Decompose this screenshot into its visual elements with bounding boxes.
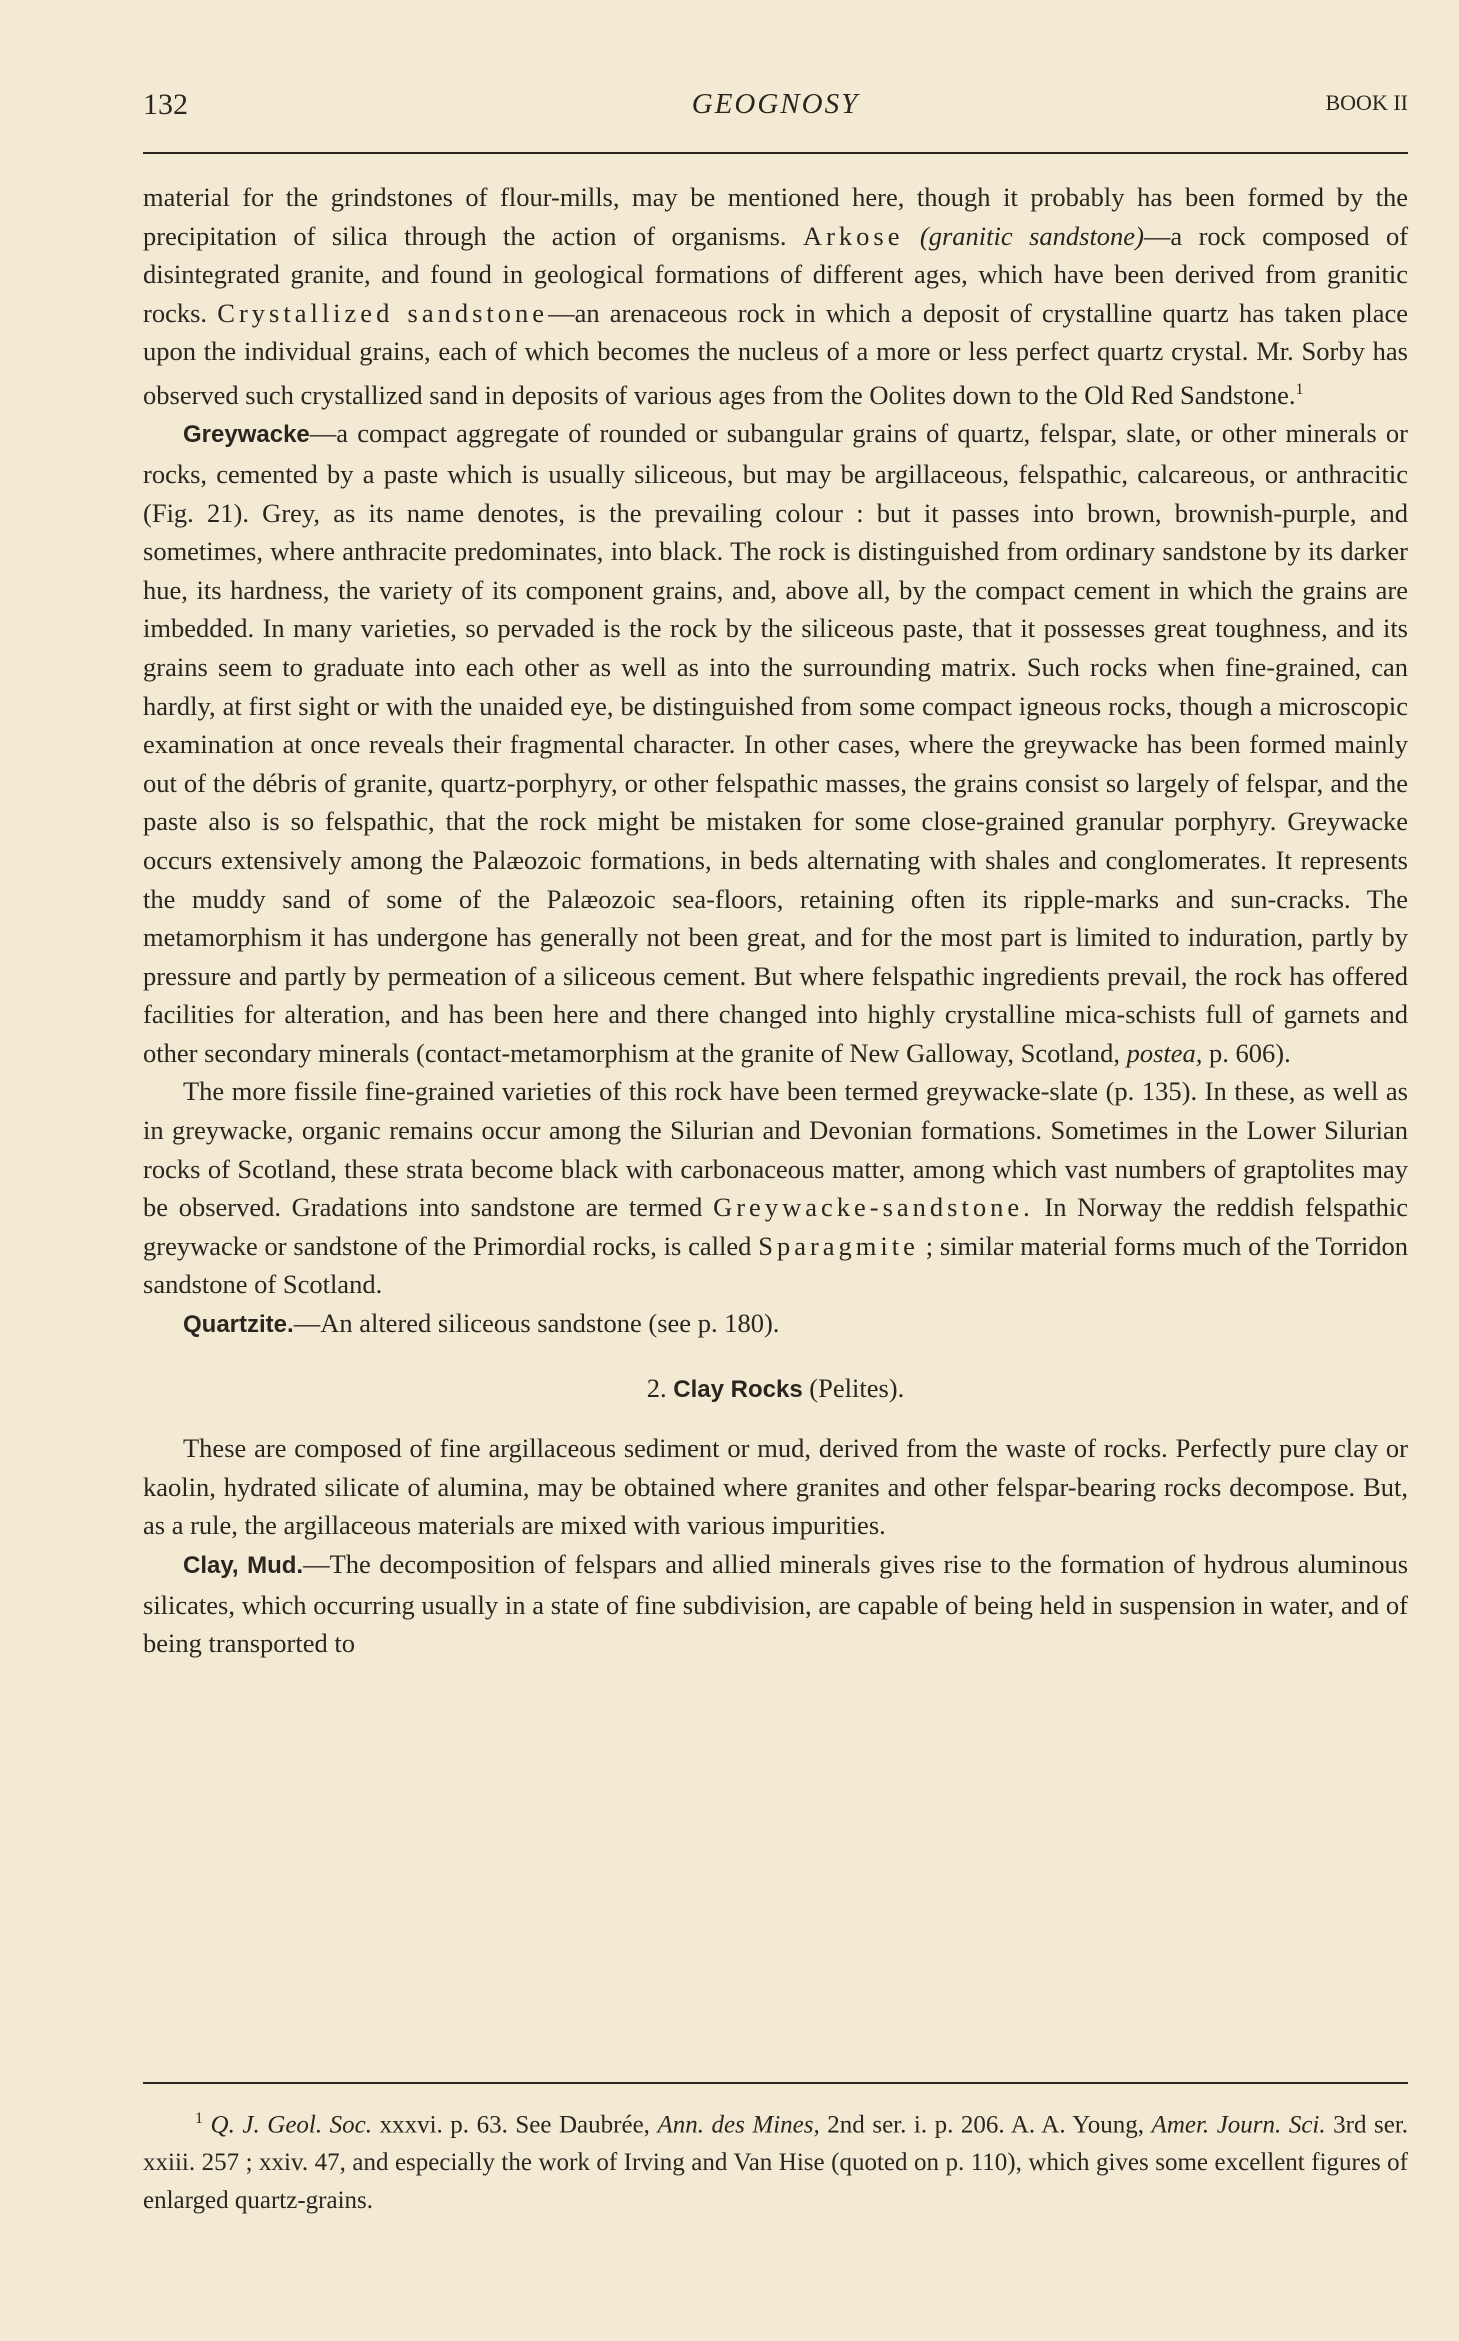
text-run: —An altered siliceous sandstone (see p. 180). — [293, 1308, 780, 1339]
text-run: xxxvi. p. 63. See Daubrée, — [379, 2111, 650, 2139]
text-run: 2nd ser. i. p. 206. A. A. Young, — [827, 2111, 1144, 2139]
section-subtitle: (Pelites). — [809, 1372, 905, 1403]
book-label: BOOK II — [1325, 90, 1408, 115]
section-number: 2. — [646, 1372, 667, 1403]
text-run: —an arenaceous rock in which a deposit of crystalline quartz has taken place upon the individual grains, each of which becomes the nucleus of a more or less perfect quartz crystal. Mr. Sorby has observed such crystallized sand in deposits of various ages from the Oolites down to the Old Red Sandstone. — [143, 297, 1409, 410]
citation-journal: Q. J. Geol. Soc. — [210, 2111, 373, 2139]
text-run: ; similar material forms much of the Torridon sandstone of Scotland. — [143, 1230, 1409, 1300]
term-greywacke-sandstone: Greywacke-sandstone. — [713, 1192, 1034, 1223]
section-title: Clay Rocks — [673, 1375, 803, 1403]
text-run: —a compact aggregate of rounded or subangular grains of quartz, felspar, slate, or other minerals or rocks, cemented by a paste which is usually siliceous, but may be argillaceous, felspathic, calcareous, or anthracitic (Fig. 21). Grey, as its name denotes, is the prevailing colour : but it passes into brown, brownish-purple, and sometimes, where anthracite predominates, into black. The rock is distinguished from ordinary sandstone by its darker hue, its hardness, the variety of its component grains, and, above all, by the compact cement in which the grains are imbedded. In many varieties, so pervaded is the rock by the siliceous paste, that it possesses great toughness, and its grains seem to graduate into each other as well as into the surrounding matrix. Such rocks when fine-grained, can hardly, at first sight or with the unaided eye, be distinguished from some compact igneous rocks, though a microscopic examination at once reveals their fragmental character. In other cases, where the greywacke has been formed mainly out of the débris of granite, quartz-porphyry, or other felspathic masses, the grains consist so largely of felspar, and the paste also is so felspathic, that the rock might be mistaken for some close-grained granular porphyry. Greywacke occurs extensively among the Palæozoic formations, in beds alternating with shales and conglomerates. It represents the muddy sand of some of the Palæozoic sea-floors, retaining often its ripple-marks and sun-cracks. The metamorphism it has undergone has generally not been great, and for the most part is limited to induration, partly by pressure and partly by permeation of a siliceous cement. But where felspathic ingredients prevail, the rock has offered facilities for alteration, and has been here and there changed into highly crystalline mica-schists full of garnets and other secondary minerals (contact-metamorphism at the granite of New Galloway, Scotland, — [143, 418, 1408, 1068]
term-greywacke: Greywacke — [183, 421, 310, 449]
text-run: The more fissile fine-grained varieties of this rock have been termed greywacke-slate (p. 135). In these, as well as in greywacke, organic remains occur among the Silurian and Devonian formations. Sometimes in the Lower Silurian rocks of Scotland, these strata become black with carbonaceous matter, among which vast numbers of graptolites may be observed. Gradations into sandstone are termed — [143, 1076, 1408, 1223]
page-number: 132 — [143, 88, 188, 121]
footnote-rule — [143, 2082, 1408, 2084]
term-crystallized-sandstone: Crystallized sandstone — [217, 297, 549, 328]
text-run: p. 606). — [1209, 1037, 1291, 1068]
footnote-ref[interactable]: 1 — [1295, 380, 1304, 398]
term-arkose: Arkose — [802, 220, 904, 251]
footnote-number: 1 — [195, 2110, 203, 2127]
paragraph — [143, 414, 1408, 1072]
paragraph — [143, 178, 1408, 414]
citation-journal: Amer. Journ. Sci. — [1151, 2111, 1326, 2139]
footnote — [143, 2100, 1408, 2220]
italic-ref: postea, — [1126, 1037, 1203, 1068]
citation-journal: Ann. des Mines, — [657, 2111, 820, 2139]
page-header — [143, 88, 1408, 138]
text-run: These are composed of fine argillaceous sediment or mud, derived from the waste of rocks. Perfectly pure clay or kaolin, hydrated silicate of alumina, may be obtained where granites and other felspar-bearing rocks decompose. But, as a rule, the argillaceous materials are mixed with various impurities. — [143, 1433, 1408, 1541]
term-quartzite: Quartzite. — [183, 1311, 294, 1339]
term-alt: (granitic sandstone) — [919, 220, 1144, 251]
section-heading — [143, 1369, 1408, 1410]
paragraph — [143, 1545, 1408, 1663]
term-sparagmite: Sparagmite — [758, 1230, 919, 1261]
text-run: material for the grindstones of flour-mills, may be mentioned here, though it probably has been formed by the precipitation of silica through the action of organisms. — [143, 182, 1408, 251]
body-text — [143, 178, 1408, 1663]
text-run: 3rd ser. xxiii. 257 ; xxiv. 47, and especially the work of Irving and Van Hise (quoted on p. 110), which gives some excellent figures of enlarged quartz-grains. — [143, 2111, 1409, 2215]
term-clay-mud: Clay, Mud. — [183, 1552, 304, 1580]
text-run: —The decomposition of felspars and allied minerals gives rise to the formation of hydrous aluminous silicates, which occurring usually in a state of fine subdivision, are capable of being held in suspension in water, and of being transported to — [143, 1549, 1409, 1659]
paragraph — [143, 1429, 1408, 1545]
running-title: GEOGNOSY — [691, 88, 860, 120]
paragraph — [143, 1304, 1408, 1345]
text-run: In Norway the reddish felspathic greywacke or sandstone of the Primordial rocks, is called — [143, 1192, 1409, 1261]
paragraph — [143, 1072, 1408, 1304]
footnote-text — [143, 2100, 1408, 2220]
text-run: —a rock composed of disintegrated granite, and found in geological formations of different ages, which have been derived from granitic rocks. — [143, 220, 1409, 328]
header-rule — [143, 152, 1408, 154]
